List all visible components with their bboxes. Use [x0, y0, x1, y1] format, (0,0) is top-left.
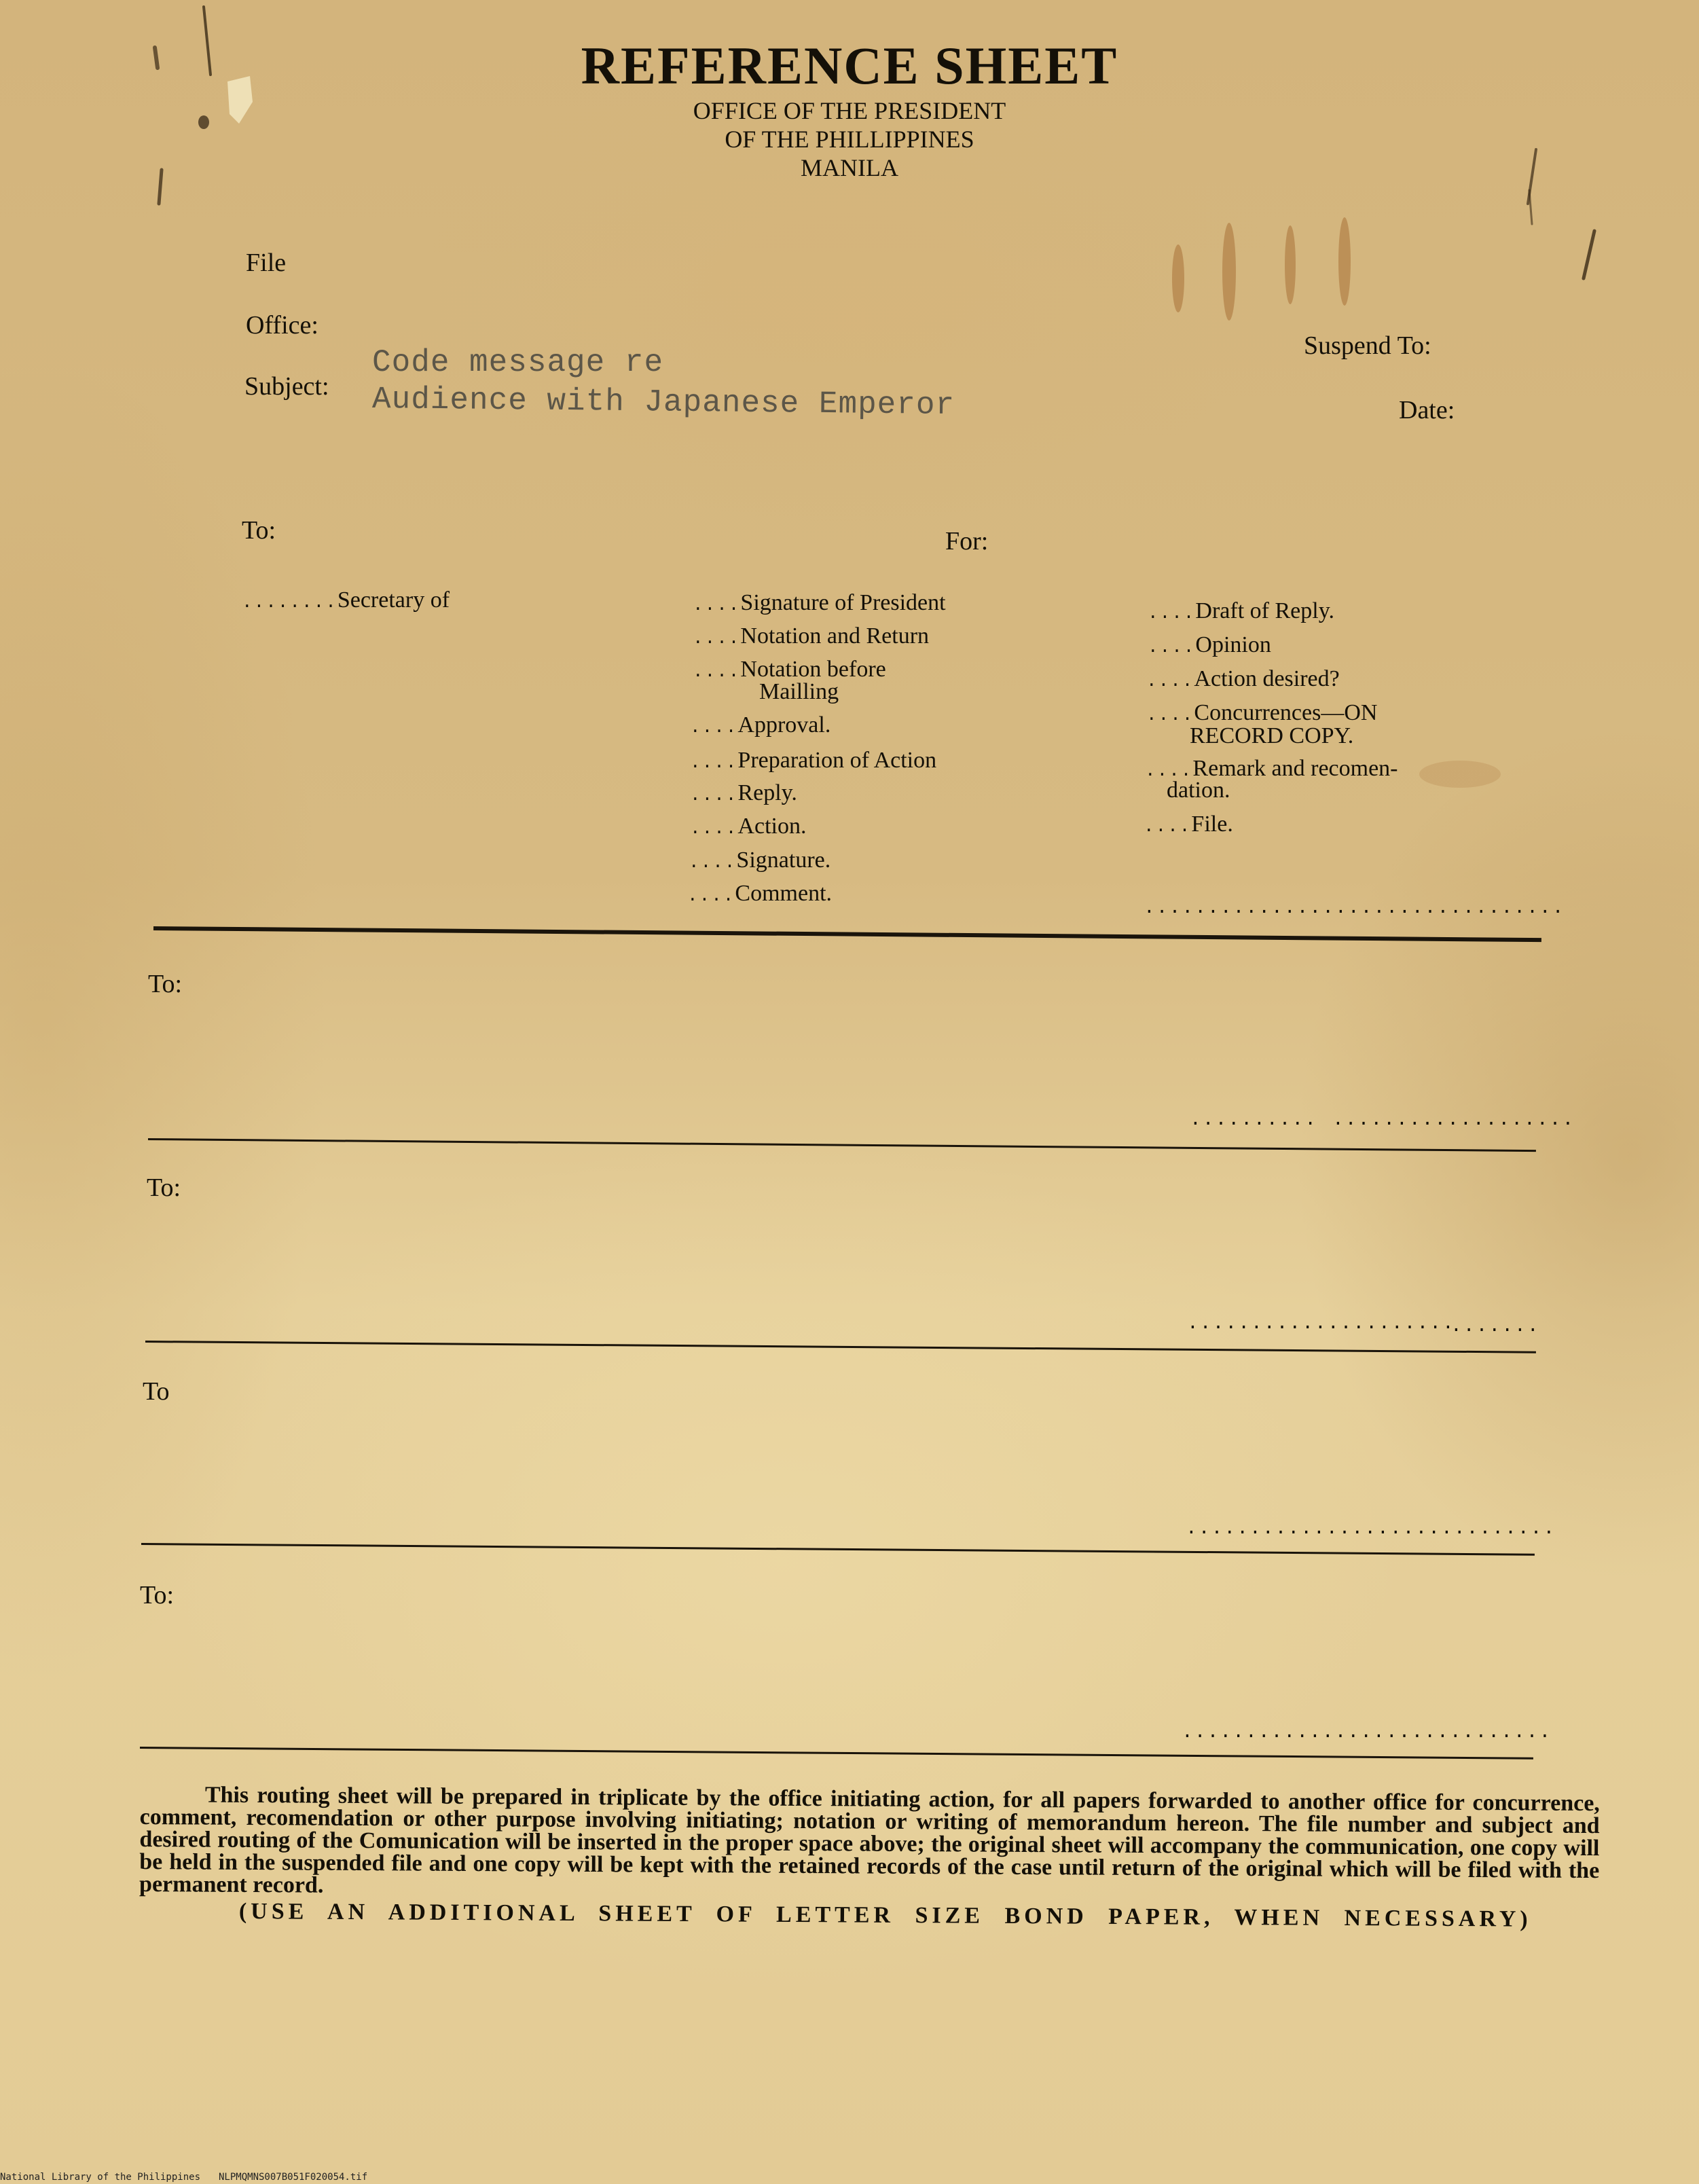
for-item-label: Reply. — [737, 780, 797, 805]
for-item-label: Notation and Return — [740, 623, 930, 649]
for-item-label-continued: Mailling — [759, 679, 839, 704]
for-item-action — [690, 814, 806, 839]
for-item-dots: .... — [690, 752, 738, 773]
for-item-label: Signature. — [736, 848, 831, 873]
for-item-concurrences — [1146, 701, 1377, 725]
routing-dots-3a: ............................. — [1186, 1518, 1556, 1540]
office-line-3: MANILA — [801, 154, 898, 181]
for-item-label: Notation before — [740, 657, 886, 682]
for-item-signature — [689, 848, 830, 873]
for-item-label: Preparation of Action — [737, 748, 937, 773]
for-item-signature-of-president — [693, 591, 946, 615]
for-item-label: File. — [1191, 812, 1233, 837]
for-item-label: Comment. — [735, 881, 833, 906]
routing-to-label-4: To: — [140, 1581, 175, 1609]
for-item-label-continued: RECORD COPY. — [1190, 723, 1354, 748]
for-item-dots: .... — [1146, 705, 1194, 725]
file-label: File — [246, 249, 287, 277]
for-item-label: Action. — [737, 814, 807, 839]
for-item-action-desired — [1146, 667, 1340, 691]
date-label: Date: — [1399, 396, 1455, 424]
to-label: To: — [242, 516, 276, 545]
routing-dots-1a: .......... — [1190, 1110, 1318, 1131]
for-item-draft-of-reply — [1148, 599, 1334, 623]
document-title: REFERENCE SHEET — [581, 36, 1118, 95]
footer-archive-credit: National Library of the Philippines — [0, 2172, 201, 2183]
for-item-notation-before-mailling — [693, 657, 886, 682]
routing-dots-4a: ............................. — [1182, 1722, 1552, 1743]
routing-dots-2a: ..................... — [1187, 1313, 1455, 1334]
for-item-approval — [690, 713, 830, 738]
for-item-dots: .... — [687, 886, 735, 906]
subject-label: Subject: — [244, 372, 329, 401]
office-line-2: OF THE PHILLIPPINES — [725, 126, 974, 153]
for-item-label: Action desired? — [1194, 666, 1340, 691]
for-item-dots: .... — [690, 818, 738, 839]
for-item-file — [1144, 812, 1233, 837]
routing-instructions-caps: (USE AN ADDITIONAL SHEET OF LETTER SIZE BOND PAPER, WHEN NECESSARY) — [238, 1899, 1532, 1932]
to-item-secretary — [242, 588, 450, 613]
for-item-comment — [687, 881, 832, 906]
for-item-dots: .... — [1144, 816, 1192, 837]
to-item-dots: ........ — [242, 592, 337, 613]
routing-to-label-3: To — [143, 1377, 170, 1406]
to-item-label: Secretary of — [337, 587, 450, 613]
routing-to-label-2: To: — [147, 1173, 181, 1202]
for-item-label: Signature of President — [740, 590, 946, 615]
footer-file-name: NLPMQMNS007B051F020054.tif — [219, 2172, 368, 2183]
routing-to-label-1: To: — [148, 970, 183, 998]
for-item-notation-and-return — [693, 624, 929, 649]
for-item-label: Approval. — [737, 712, 831, 738]
for-item-opinion — [1148, 633, 1271, 657]
for-item-dots: .... — [693, 628, 741, 649]
for-label: For: — [945, 527, 989, 556]
for-item-dots: .... — [689, 852, 737, 873]
office-line-1: OFFICE OF THE PRESIDENT — [693, 97, 1006, 124]
for-item-dots: .... — [1148, 603, 1196, 623]
for-item-reply — [690, 781, 797, 805]
for-item-dots: .... — [690, 785, 738, 805]
for-item-label: Draft of Reply. — [1195, 598, 1334, 623]
blank-dotted-line: ................................. — [1144, 898, 1565, 919]
routing-instructions: This routing sheet will be prepared in triplicate by the office initiating action, for all papers forwarded to another office for concurrence, comment, recomendation or other purpose involving initiating; notation or writing of memorandum hereon. The file number and subject and desired routing of the Comunication will be inserted in the proper space above; the original sheet will accompany the communication, one copy will be held in the suspended file and one copy will be kept with the retained records of the case until return of the original which will be filed with the permanent record. — [139, 1782, 1600, 1898]
for-item-label: Remark and recomen- — [1192, 756, 1398, 781]
for-item-dots: .... — [1146, 671, 1194, 691]
for-item-dots: .... — [690, 717, 738, 738]
for-item-dots: .... — [1145, 761, 1193, 781]
for-item-label-continued: dation. — [1167, 778, 1230, 803]
for-item-label: Opinion — [1195, 632, 1271, 657]
for-item-dots: .... — [693, 661, 741, 682]
for-item-preparation-of-action — [690, 748, 936, 773]
subject-value-line-1: Code message re — [372, 345, 664, 380]
suspend-to-label: Suspend To: — [1304, 331, 1431, 360]
for-item-dots: .... — [693, 595, 741, 615]
subject-value-line-2: Audience with Japanese Emperor — [371, 382, 955, 423]
for-item-label: Concurrences—ON — [1194, 700, 1378, 725]
routing-dots-2b: ....... — [1450, 1316, 1540, 1337]
routing-dots-1b: ................... — [1332, 1110, 1575, 1131]
office-label: Office: — [246, 311, 318, 340]
for-item-dots: .... — [1148, 637, 1196, 657]
